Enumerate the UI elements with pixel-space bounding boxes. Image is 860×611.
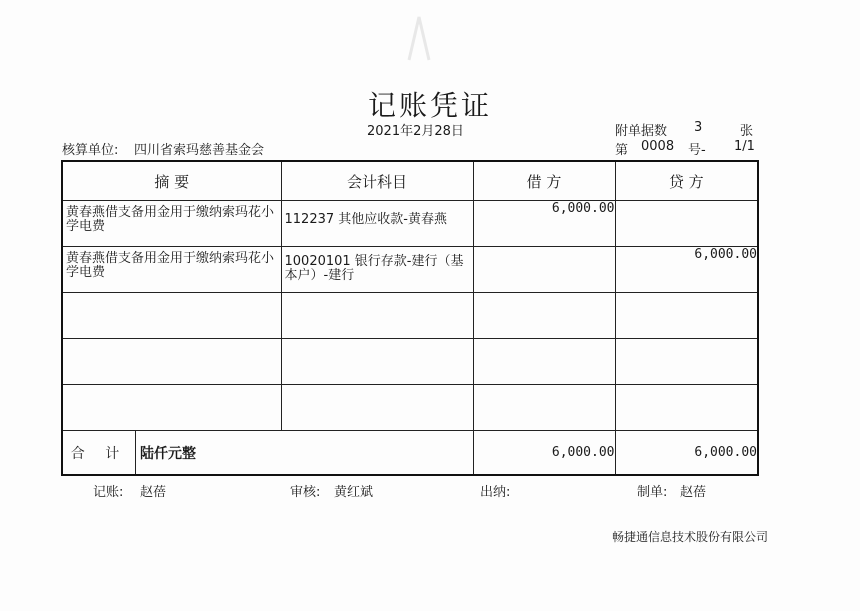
row-account: 112237 其他应收款-黄春燕 xyxy=(284,212,447,227)
scan-mark xyxy=(404,12,434,62)
voucher-title: 记账凭证 xyxy=(367,89,492,122)
voucher-table xyxy=(61,160,759,476)
bookkeeper-label: 记账: xyxy=(93,485,124,500)
row-debit xyxy=(473,339,615,385)
row-summary: 黄春燕借支备用金用于缴纳索玛花小学电费 xyxy=(66,205,275,234)
row-credit xyxy=(615,201,758,247)
table-header xyxy=(62,161,758,201)
cashier-label: 出纳: xyxy=(480,485,511,500)
row-account xyxy=(282,339,473,344)
total-debit: 6,000.00 xyxy=(473,431,615,476)
row-debit xyxy=(473,385,615,431)
maker-label: 制单: xyxy=(637,485,668,500)
company-name: 畅捷通信息技术股份有限公司 xyxy=(612,530,769,544)
row-account xyxy=(282,293,473,298)
attach-count: 3 xyxy=(694,120,703,135)
attach-label: 附单据数 xyxy=(615,124,668,139)
unit-label: 核算单位: xyxy=(62,143,119,158)
maker-name: 赵蓓 xyxy=(680,485,707,500)
total-label: 合 计 xyxy=(63,431,136,474)
total-credit: 6,000.00 xyxy=(615,431,758,476)
header-account: 会计科目 xyxy=(281,161,473,201)
voucher-no-prefix: 第 xyxy=(615,143,629,158)
voucher-no-suffix: 号- xyxy=(688,143,706,158)
row-account xyxy=(282,385,473,390)
row-credit: 6,000.00 xyxy=(615,247,758,293)
row-summary xyxy=(63,385,281,390)
table-row xyxy=(62,385,758,431)
table-row xyxy=(62,201,758,247)
row-summary xyxy=(63,339,281,344)
row-credit xyxy=(615,293,758,339)
attach-unit: 张 xyxy=(740,124,754,139)
total-row xyxy=(62,431,758,476)
header-credit: 贷 方 xyxy=(615,161,758,201)
unit-name: 四川省索玛慈善基金会 xyxy=(134,143,265,158)
row-debit xyxy=(473,293,615,339)
row-summary xyxy=(63,293,281,298)
reviewer-label: 审核: xyxy=(290,485,321,500)
reviewer-name: 黄红斌 xyxy=(334,485,374,500)
row-debit: 6,000.00 xyxy=(473,201,615,247)
header-debit: 借 方 xyxy=(473,161,615,201)
row-account: 10020101 银行存款-建行（基本户）-建行 xyxy=(284,254,464,283)
row-credit xyxy=(615,385,758,431)
voucher-no: 0008 xyxy=(641,139,675,154)
voucher-date: 2021年2月28日 xyxy=(367,124,464,139)
header-summary: 摘 要 xyxy=(62,161,281,201)
table-row xyxy=(62,293,758,339)
row-debit xyxy=(473,247,615,293)
row-credit xyxy=(615,339,758,385)
table-row xyxy=(62,339,758,385)
bookkeeper-name: 赵蓓 xyxy=(140,485,167,500)
total-amount-words: 陆仟元整 xyxy=(140,445,196,462)
voucher-page: 1/1 xyxy=(734,139,755,154)
table-row xyxy=(62,247,758,293)
row-summary: 黄春燕借支备用金用于缴纳索玛花小学电费 xyxy=(66,251,275,280)
